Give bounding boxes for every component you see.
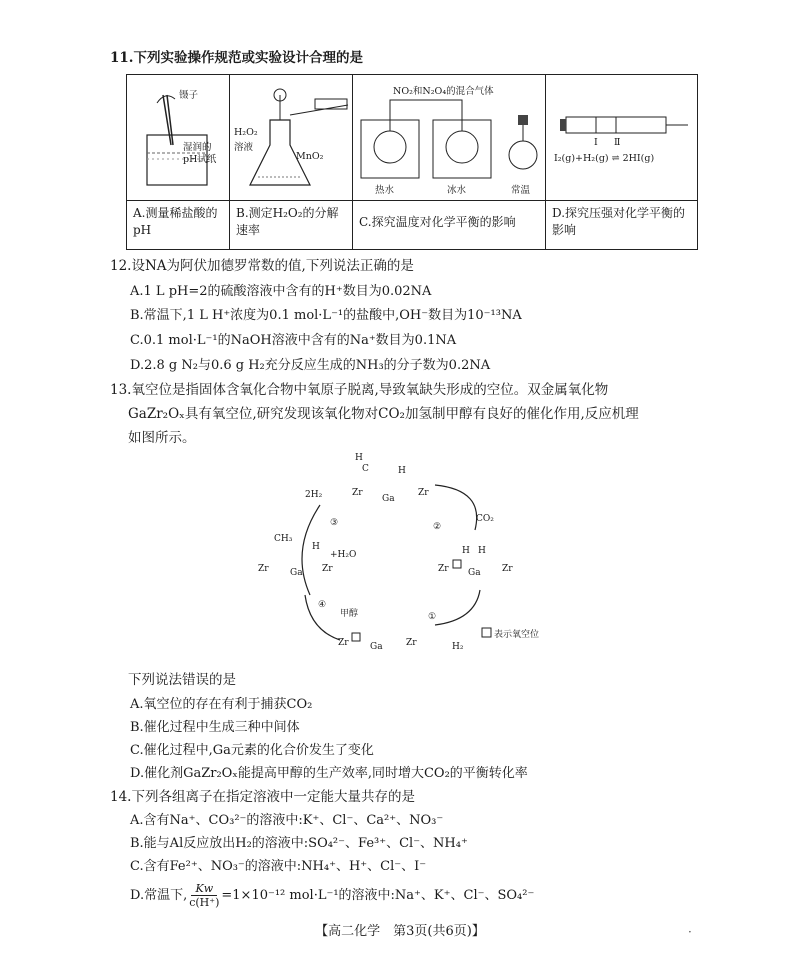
q14-option-a: A.含有Na⁺、CO₃²⁻的溶液中:K⁺、Cl⁻、Ca²⁺、NO₃⁻ — [130, 813, 444, 828]
diagram-c-temperature — [353, 75, 545, 200]
q13-option-c: C.催化过程中,Ga元素的化合价发生了变化 — [130, 743, 374, 758]
q14-d-suffix: =1×10⁻¹² mol·L⁻¹的溶液中:Na⁺、K⁺、Cl⁻、SO₄²⁻ — [221, 887, 535, 903]
mech-ga-bottom: Ga — [370, 642, 383, 652]
label-h2o2: H₂O₂ — [234, 127, 258, 138]
q14-stem: 14.下列各组离子在指定溶液中一定能大量共存的是 — [110, 789, 415, 805]
mech-zr-bottom: Zr — [338, 638, 349, 648]
mech-zr-right: Zr — [438, 564, 449, 574]
mech-h-right: H — [462, 546, 470, 556]
label-wet: 湿润的 — [183, 142, 212, 153]
mech-methanol: 甲醇 — [340, 609, 359, 619]
mech-ga-right: Ga — [468, 568, 481, 578]
mech-zr-left: Zr — [258, 564, 269, 574]
label-tweezers: 镊子 — [179, 90, 199, 101]
q12-option-c: C.0.1 mol·L⁻¹的NaOH溶液中含有的Na⁺数目为0.1NA — [130, 333, 457, 348]
q14-d-fraction — [189, 882, 219, 909]
diagram-d-pressure — [546, 75, 697, 200]
label-solution: 溶液 — [234, 142, 254, 153]
page-footer: 【高二化学 第3页(共6页)】 — [315, 924, 485, 939]
label-mark-1: Ⅰ — [594, 137, 598, 148]
mech-zr-top-left: Zr — [352, 488, 363, 498]
label-ph-paper: pH试纸 — [183, 154, 217, 165]
q11-stem: 11.下列实验操作规范或实验设计合理的是 — [110, 50, 363, 66]
q14-option-d — [130, 882, 534, 909]
mech-zr-bottom-2: Zr — [406, 638, 417, 648]
caption-d: D.探究压强对化学平衡的影响 — [552, 206, 686, 237]
label-equation: I₂(g)+H₂(g) ⇌ 2HI(g) — [554, 153, 655, 164]
q14-option-c: C.含有Fe²⁺、NO₃⁻的溶液中:NH₄⁺、H⁺、Cl⁻、I⁻ — [130, 859, 427, 874]
mech-h2-bottom: H₂ — [452, 642, 464, 652]
q14-d-numerator: Kw — [191, 882, 217, 896]
label-no2-n2o4: NO₂和N₂O₄的混合气体 — [393, 86, 494, 97]
mech-h-left: H — [312, 542, 320, 552]
corner-mark: · — [688, 925, 692, 939]
mech-c-top: C — [362, 464, 369, 474]
q12-option-a: A.1 L pH=2的硫酸溶液中含有的H⁺数目为0.02NA — [130, 284, 432, 299]
mech-2h2: 2H₂ — [305, 490, 323, 500]
label-ice-water: 冰水 — [447, 185, 467, 196]
mech-h-top-2: H — [398, 466, 406, 476]
syringe-drawing — [546, 75, 697, 200]
mech-legend: 表示氧空位 — [494, 630, 540, 640]
q13-option-b: B.催化过程中生成三种中间体 — [130, 720, 300, 735]
mech-step-4: ④ — [318, 600, 327, 610]
q13-option-a: A.氧空位的存在有利于捕获CO₂ — [130, 697, 313, 712]
mech-ga-left: Ga — [290, 568, 303, 578]
mech-ga-top: Ga — [382, 494, 395, 504]
mech-step-1: ① — [428, 612, 437, 622]
diagram-b-decomposition — [230, 75, 352, 200]
mech-h2o: +H₂O — [330, 550, 357, 560]
mech-step-2: ② — [433, 522, 442, 532]
q13-stem-line2: GaZr₂Oₓ具有氧空位,研究发现该氧化物对CO₂加氢制甲醇有良好的催化作用,反应机理 — [128, 406, 639, 422]
q14-d-denominator: c(H⁺) — [189, 896, 220, 909]
mech-step-3: ③ — [330, 518, 339, 528]
label-hot-water: 热水 — [375, 185, 395, 196]
mech-zr-right-2: Zr — [502, 564, 513, 574]
q12-stem: 12.设NA为阿伏加德罗常数的值,下列说法正确的是 — [110, 258, 414, 274]
q13-stem-line3: 如图所示。 — [128, 430, 196, 446]
q12-option-b: B.常温下,1 L H⁺浓度为0.1 mol·L⁻¹的盐酸中,OH⁻数目为10⁻¹³NA — [130, 308, 522, 323]
q11-experiment-table — [126, 74, 698, 250]
reaction-mechanism-diagram — [250, 450, 580, 665]
mech-co2: CO₂ — [476, 514, 494, 524]
caption-c: C.探究温度对化学平衡的影响 — [359, 215, 516, 229]
mech-h-top: H — [355, 453, 363, 463]
diagram-a-ph-paper — [127, 75, 229, 200]
label-mark-2: Ⅱ — [614, 137, 621, 148]
q12-option-d: D.2.8 g N₂与0.6 g H₂充分反应生成的NH₃的分子数为0.2NA — [130, 358, 491, 373]
q13-stem-line1: 13.氧空位是指固体含氧化合物中氧原子脱离,导致氧缺失形成的空位。双金属氧化物 — [110, 382, 609, 398]
ph-test-drawing — [127, 75, 229, 200]
q14-d-prefix: D.常温下, — [130, 887, 188, 903]
mech-h-right-2: H — [478, 546, 486, 556]
caption-a: A.测量稀盐酸的pH — [133, 206, 218, 237]
q14-option-b: B.能与Al反应放出H₂的溶液中:SO₄²⁻、Fe³⁺、Cl⁻、NH₄⁺ — [130, 836, 468, 851]
q13-option-d: D.催化剂GaZr₂Oₓ能提高甲醇的生产效率,同时增大CO₂的平衡转化率 — [130, 766, 528, 781]
mech-zr-top-right: Zr — [418, 488, 429, 498]
label-mno2: MnO₂ — [296, 151, 324, 162]
caption-b: B.测定H₂O₂的分解速率 — [236, 206, 339, 237]
mech-zr-left-2: Zr — [322, 564, 333, 574]
mech-ch3: CH₃ — [274, 534, 293, 544]
q13-sub-stem: 下列说法错误的是 — [128, 672, 236, 688]
label-room-temp: 常温 — [511, 185, 531, 196]
